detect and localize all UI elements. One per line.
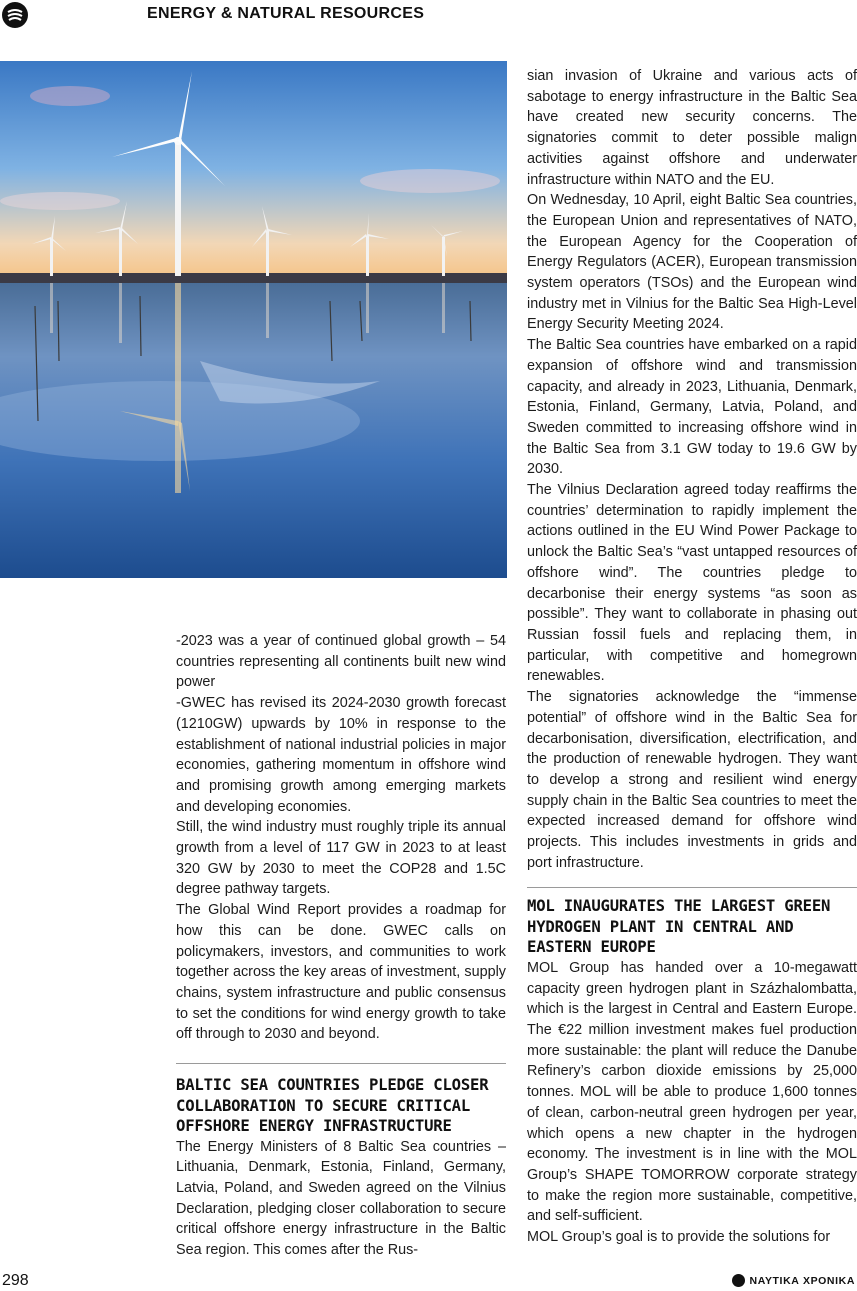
mol-heading: MOL INAUGURATES THE LARGEST GREEN HYDROGEN PLANT IN CENTRAL AND EASTERN EUROPE [527, 897, 831, 957]
paragraph: The Baltic Sea countries have embarked on a rapid expansion of offshore wind and transmission capacity, and already in 2023, Lithuania, Denmark, Estonia, Finland, Germany, Latvia, Poland, and Sweden committed to increasing offshore wind in the Baltic Sea from 3.1 GW today to 19.6 GW by 2030. [527, 337, 857, 478]
paragraph: Still, the wind industry must roughly triple its annual growth from a level of 117 GW in 2023 to at least 320 GW by 2030 to meet the COP28 and 1.5C degree pathway targets. [176, 819, 506, 898]
page-number: 298 [2, 1272, 29, 1289]
publication-logo-icon [2, 2, 28, 28]
paragraph: The Global Wind Report provides a roadmap for how this can be done. GWEC calls on policymakers, investors, and communities to work together across the key areas of investment, supply chains, system infrastructure and public consensus to set the conditions for wind energy growth to take off through to 2030 and beyond. [176, 902, 506, 1043]
paragraph: -2023 was a year of continued global growth – 54 countries representing all continents built new wind power [176, 633, 506, 691]
paragraph: On Wednesday, 10 April, eight Baltic Sea countries, the European Union and representatives of NATO, the European Agency for the Cooperation of Energy Regulators (ACER), European transmission system operators (TSOs) and the European wind industry met in Vilnius for the Baltic Sea High-Level Energy Security Meeting 2024. [527, 192, 857, 333]
paragraph: The signatories acknowledge the “immense potential” of offshore wind in the Baltic Sea for decarbonisation, diversification, electrification, and the production of renewable hydrogen. They want to develop a strong and resilient wind energy supply chain in the Baltic Sea countries to meet the expected increased demand for offshore wind projects. This includes investments in grids and port infrastructure. [527, 689, 857, 871]
paragraph: MOL Group’s goal is to provide the solutions for [527, 1229, 831, 1246]
section-title: ENERGY & NATURAL RESOURCES [147, 5, 425, 22]
section-divider [527, 887, 857, 888]
section-divider [176, 1063, 506, 1064]
paragraph: The Energy Ministers of 8 Baltic Sea countries – Lithuania, Denmark, Estonia, Finland, Germany, Latvia, Poland, and Sweden agreed on the Vilnius Declaration, pledging closer collaboration to secure critical offshore energy infrastructure in the Baltic Sea region. This comes after the Rus- [176, 1138, 506, 1259]
left-column [176, 631, 506, 1261]
paragraph: The Vilnius Declaration agreed today reaffirms the countries’ determination to rapidly implement the actions outlined in the EU Wind Power Package to unlock the Baltic Sea’s “vast untapped resources of offshore wind”. The countries pledge to decarbonise their energy systems “as soon as possible”. They want to collaborate in phasing out Russian fossil fuels and replacing them, in particular, with competitive and homegrown renewables. [527, 482, 857, 685]
paragraph: -GWEC has revised its 2024-2030 growth forecast (1210GW) upwards by 10% in response to the establishment of national industrial policies in major economies, gathering momentum in offshore wind and promising growth among emerging markets and developing economies. [176, 695, 506, 815]
paragraph: MOL Group has handed over a 10-megawatt capacity green hydrogen plant in Százhalombatta, which is the largest in Central and Eastern Europe. The €22 million investment makes fuel production more sustainable: the plant will reduce the Danube Refinery’s carbon dioxide emissions by 25,000 tonnes. MOL will be able to produce 1,600 tonnes of clean, carbon-neutral green hydrogen per year, which opens a new chapter in the hydrogen economy. The investment is in line with the MOL Group’s SHAPE TOMORROW corporate strategy to make the region more sustainable, competitive, and self-sufficient. [527, 959, 857, 1225]
baltic-heading: BALTIC SEA COUNTRIES PLEDGE CLOSER COLLABORATION TO SECURE CRITICAL OFFSHORE ENERGY INFRASTRUCTURE [176, 1076, 489, 1136]
brand-logo-icon [732, 1274, 745, 1287]
brand-name: ΝΑΥΤΙΚΑ ΧΡΟΝΙΚΑ [749, 1274, 855, 1287]
wind-turbine-photo [0, 61, 507, 578]
footer-brand [732, 1274, 855, 1287]
paragraph: sian invasion of Ukraine and various acts of sabotage to energy infrastructure in the Baltic Sea have created new security concerns. The signatories commit to deter possible malign activities against offshore and underwater infrastructure within NATO and the EU. [527, 68, 857, 188]
right-column [527, 66, 857, 1248]
